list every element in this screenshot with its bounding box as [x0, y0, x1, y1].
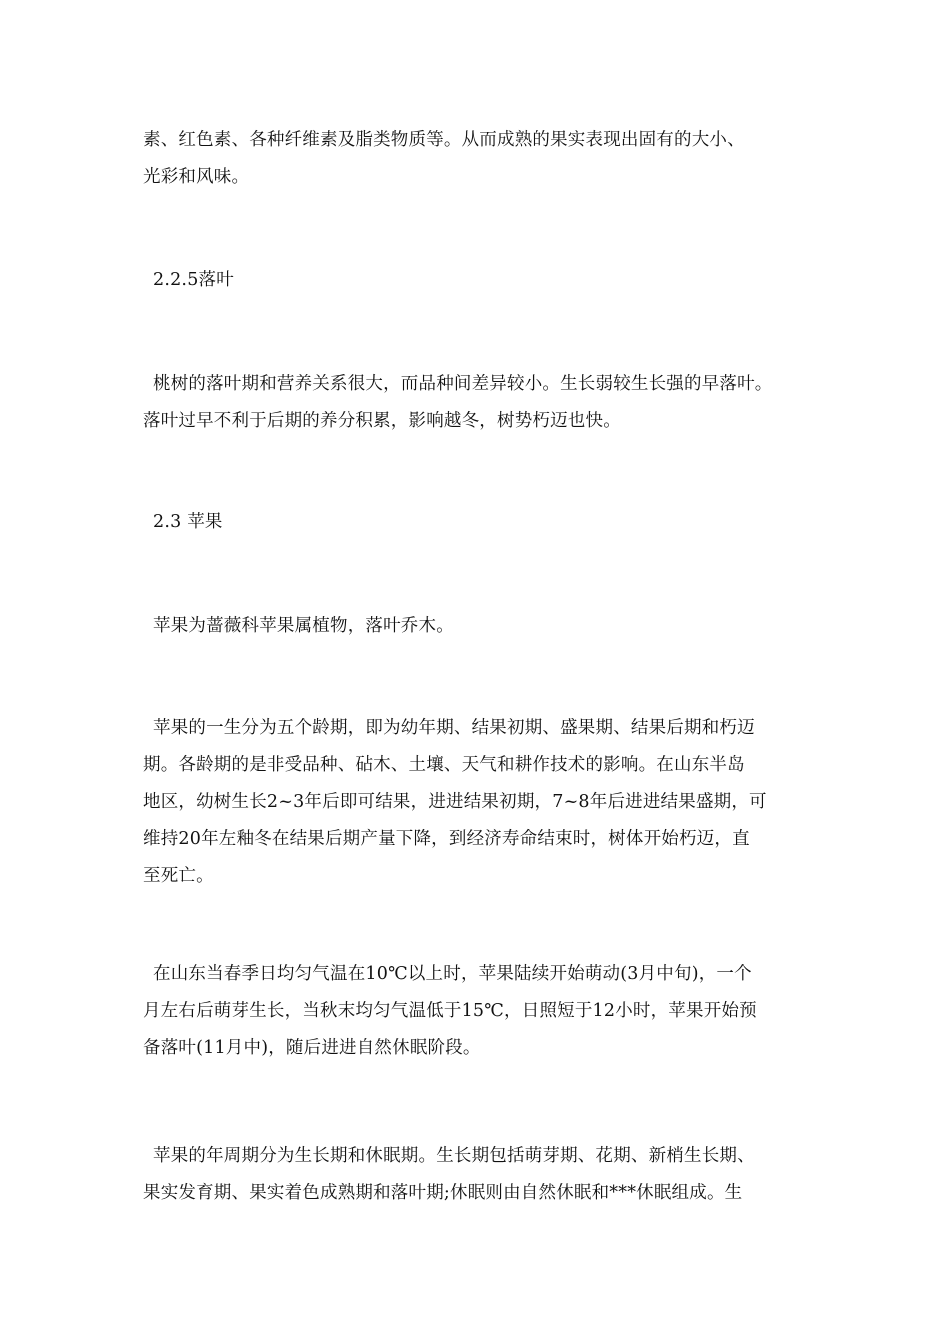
text-line: 素、红色素、各种纤维素及脂类物质等。从而成熟的果实表现出固有的大小、: [143, 130, 745, 150]
text-line: 苹果的年周期分为生长期和休眠期。生长期包括萌芽期、花期、新梢生长期、: [153, 1146, 755, 1166]
text-line: 桃树的落叶期和营养关系很大，而品种间差异较小。生长弱较生长强的早落叶。: [153, 374, 773, 394]
heading-text: 2.2.5落叶: [153, 270, 234, 290]
text-line: 果实发育期、果实着色成熟期和落叶期;休眠则由自然休眠和***休眠组成。生: [143, 1183, 743, 1203]
heading-text: 2.3 苹果: [153, 512, 223, 532]
text-line: 地区，幼树生长2~3年后即可结果，进进结果初期，7~8年后进进结果盛期，可: [143, 792, 767, 812]
text-line: 维持20年左釉冬在结果后期产量下降，到经济寿命结束时，树体开始朽迈，直: [143, 829, 750, 849]
text-line: 光彩和风味。: [143, 167, 250, 187]
section-heading-2-3: [143, 504, 823, 541]
paragraph-apple-annual-cycle: [143, 1138, 823, 1212]
text-line: 至死亡。: [143, 866, 214, 886]
paragraph-apple-intro: [143, 608, 823, 645]
text-line: 月左右后萌芽生长，当秋末均匀气温低于15℃，日照短于12小时，苹果开始预: [143, 1001, 757, 1021]
paragraph-apple-temperature: [143, 956, 823, 1067]
text-line: 落叶过早不利于后期的养分积累，影响越冬，树势朽迈也快。: [143, 411, 621, 431]
paragraph-peach-leaf-fall: [143, 366, 823, 440]
text-line: 期。各龄期的是非受品种、砧木、土壤、天气和耕作技术的影响。在山东半岛: [143, 755, 745, 775]
section-heading-2-2-5: [143, 262, 823, 299]
paragraph-continuation: [143, 122, 823, 196]
text-line: 苹果的一生分为五个龄期，即为幼年期、结果初期、盛果期、结果后期和朽迈: [153, 718, 755, 738]
paragraph-apple-life-stages: [143, 710, 823, 895]
text-line: 在山东当春季日均匀气温在10℃以上时，苹果陆续开始萌动(3月中旬)，一个: [153, 964, 752, 984]
text-line: 苹果为蔷薇科苹果属植物，落叶乔木。: [153, 616, 454, 636]
text-line: 备落叶(11月中)，随后进进自然休眠阶段。: [143, 1038, 481, 1058]
